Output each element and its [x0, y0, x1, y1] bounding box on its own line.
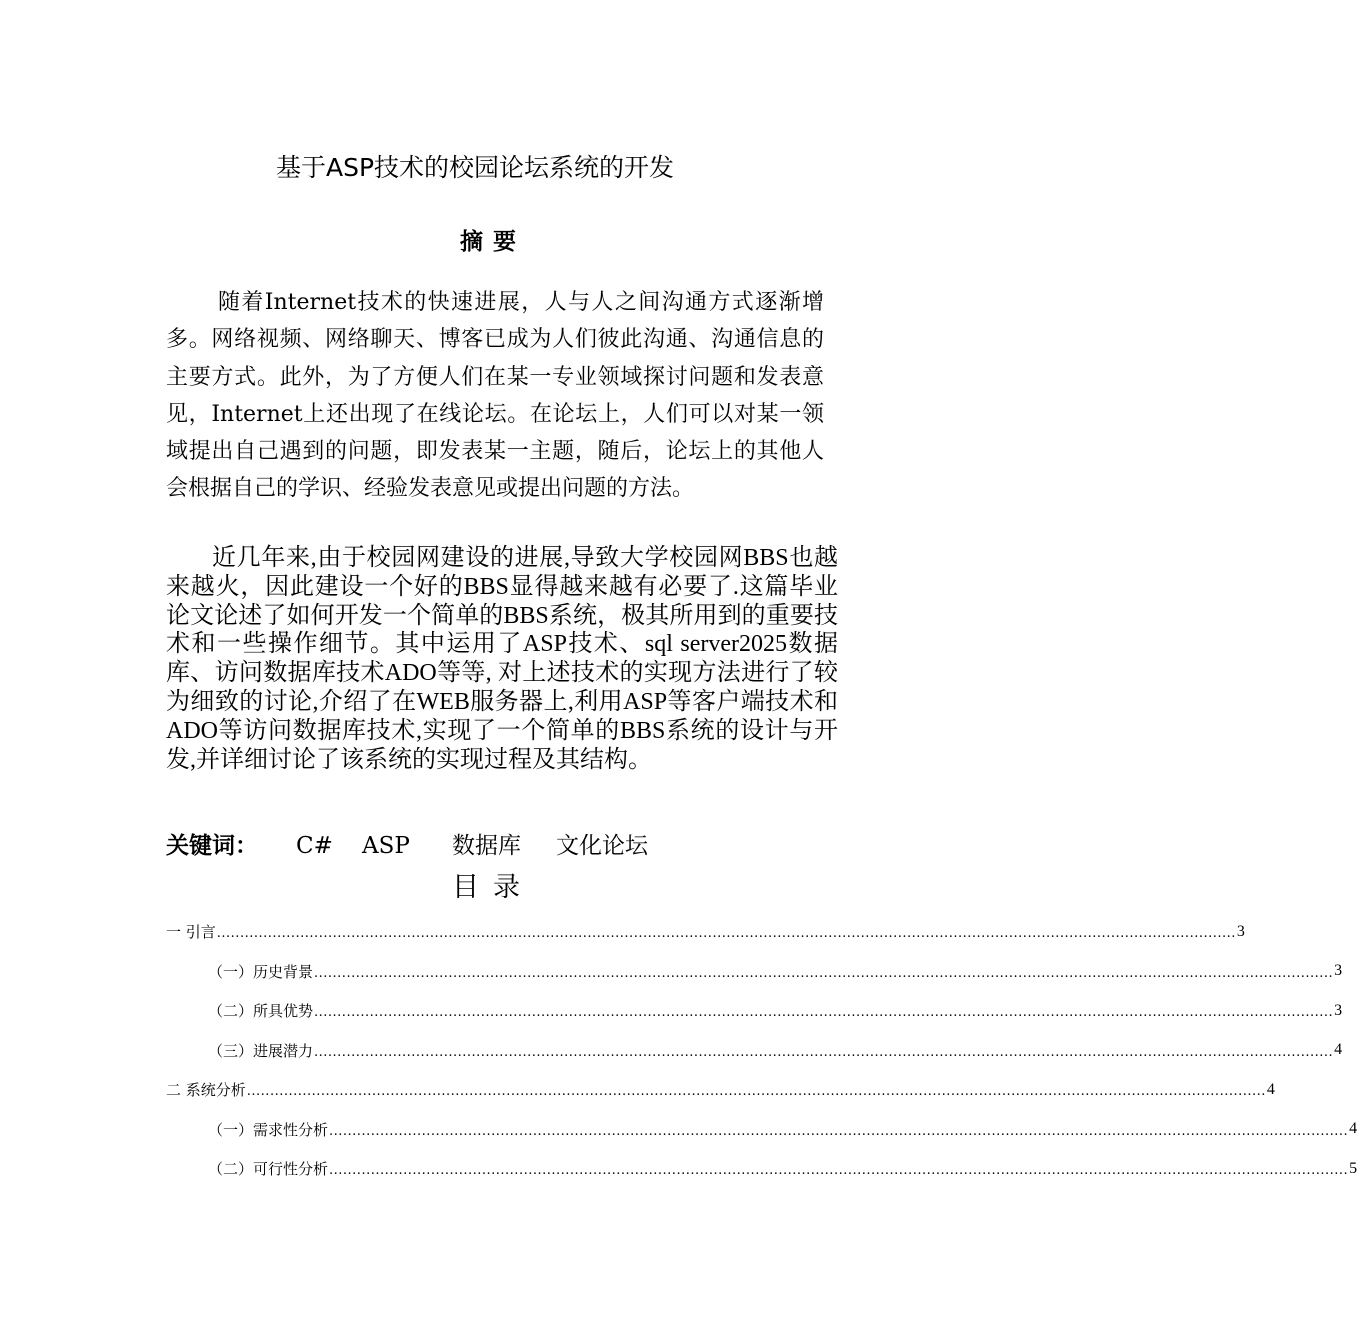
abstract-paragraph-1: 随着Internet技术的快速进展，人与人之间沟通方式逐渐增多。网络视频、网络聊天、博客已成为人们彼此沟通、沟通信息的主要方式。此外，为了方便人们在某一专业领域探讨问题和发表意见，Internet上还出现了在线论坛。在论坛上，人们可以对某一领域提出自己遇到的问题，即发表某一主题，随后，论坛上的其他人会根据自己的学识、经验发表意见或提出问题的方法。 — [166, 290, 824, 502]
toc-entry[interactable] — [166, 1031, 1343, 1071]
toc-heading: 目录 — [452, 872, 534, 903]
abstract-heading: 摘要 — [460, 229, 526, 255]
toc-entry-page: 3 — [1236, 922, 1245, 940]
toc-leader: ............................................................................................................................................................................................................................ — [329, 1163, 1349, 1179]
toc-entry-title: （一）需求性分析 — [208, 1120, 329, 1139]
page-title: 基于ASP技术的校园论坛系统的开发 — [275, 153, 675, 182]
keyword: C# — [296, 833, 333, 859]
abstract-paragraph-2: 近几年来,由于校园网建设的进展,导致大学校园网BBS也越来越火，因此建设一个好的BBS显得越来越有必要了.这篇毕业论文论述了如何开发一个简单的BBS系统，极其所用到的重要技术和一些操作细节。其中运用了ASP技术、sql server2025数据库、访问数据库技术ADO等等, 对上述技术的实现方法进行了较为细致的讨论,介绍了在WEB服务器上,利用ASP等客户端技术和ADO等访问数据库技术,实现了一个简单的BBS系统的设计与开发,并详细讨论了该系统的实现过程及其结构。 — [166, 545, 838, 773]
keyword: 数据库 — [452, 833, 521, 859]
keyword: ASP — [362, 833, 410, 859]
toc-entry-page: 4 — [1349, 1120, 1357, 1138]
table-of-contents — [166, 912, 1357, 1189]
toc-leader: ............................................................................................................................................................................................................................ — [314, 1005, 1334, 1021]
toc-leader: ............................................................................................................................................................................................................................ — [314, 965, 1334, 981]
toc-entry-title: （三）进展潜力 — [208, 1041, 314, 1060]
toc-entry-page: 4 — [1266, 1080, 1275, 1098]
toc-entry-page: 4 — [1334, 1041, 1343, 1059]
keyword: 文化论坛 — [556, 833, 648, 859]
toc-entry-page: 3 — [1334, 1001, 1343, 1019]
toc-entry-title: （二）所具优势 — [208, 1002, 314, 1021]
toc-entry-title: （二）可行性分析 — [208, 1160, 329, 1179]
toc-leader: ............................................................................................................................................................................................................................ — [329, 1123, 1349, 1139]
toc-entry[interactable] — [166, 1070, 1275, 1110]
toc-entry-page: 5 — [1349, 1159, 1357, 1177]
keywords-label: 关键词： — [166, 833, 258, 859]
toc-entry-title: 一 引言 — [166, 923, 216, 942]
toc-leader: ............................................................................................................................................................................................................................ — [246, 1084, 1266, 1100]
toc-leader: ............................................................................................................................................................................................................................ — [314, 1044, 1334, 1060]
toc-entry[interactable] — [166, 991, 1343, 1031]
toc-entry[interactable] — [166, 1110, 1357, 1150]
toc-entry-title: （一）历史背景 — [208, 962, 314, 981]
toc-entry-title: 二 系统分析 — [166, 1081, 246, 1100]
toc-entry[interactable] — [166, 912, 1245, 952]
toc-entry[interactable] — [166, 952, 1343, 992]
toc-entry[interactable] — [166, 1149, 1357, 1189]
keywords-line — [166, 826, 648, 866]
toc-entry-page: 3 — [1334, 962, 1343, 980]
toc-leader: ............................................................................................................................................................................................................................ — [216, 926, 1236, 942]
